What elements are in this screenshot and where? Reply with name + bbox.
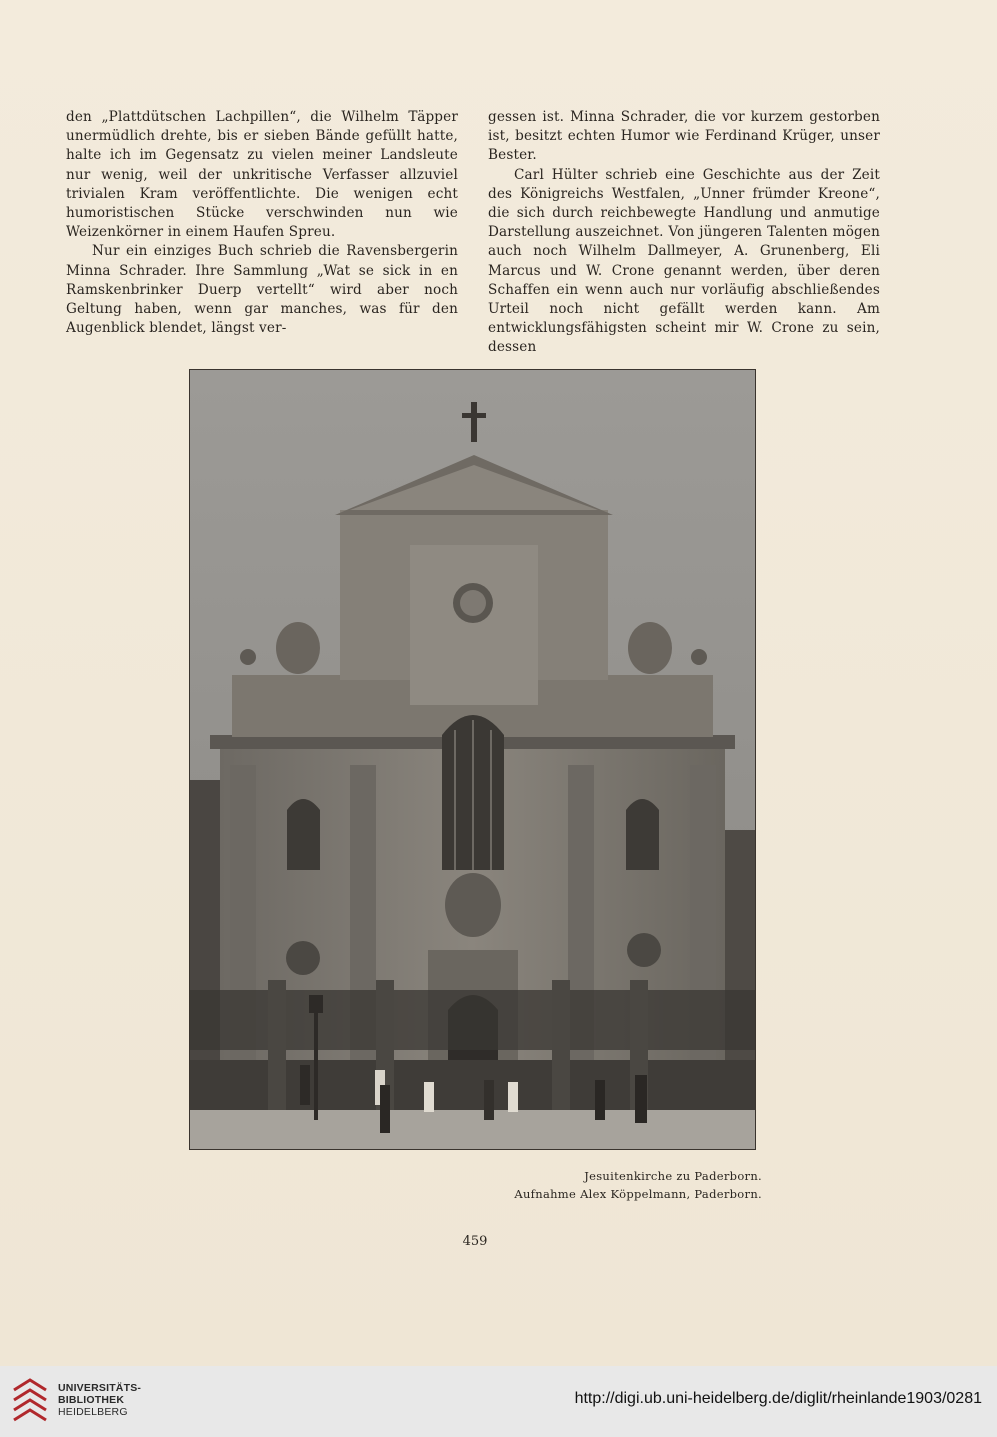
library-name — [58, 1382, 141, 1418]
church-facade-illustration — [190, 370, 755, 1149]
library-name-line: BIBLIOTHEK — [58, 1394, 125, 1406]
text-column-left — [66, 108, 458, 338]
library-name-line: UNIVERSITÄTS- — [58, 1382, 142, 1394]
paragraph: den „Plattdütschen Lachpillen“, die Wilhelm Täpper unermüdlich drehte, bis er sieben Bände gefüllt hatte, halte ich im Gegensatz zu vielen meiner Landsleute nur wenig, weil der unkritische Verfasser allzuviel trivialen Kram veröffentlichte. Die wenigen echt humoristischen Stücke verschwinden nun wie Weizenkörner in einem Haufen Spreu. — [66, 109, 458, 241]
university-library-logo-icon — [10, 1376, 50, 1426]
viewer-footer — [0, 1366, 997, 1437]
figure-caption-title: Jesuitenkirche zu Paderborn. — [584, 1169, 762, 1183]
paragraph: Nur ein einziges Buch schrieb die Ravensbergerin Minna Schrader. Ihre Sammlung „Wat se sick in en Ramskenbrinker Duerp vertellt“ wird aber noch Geltung haben, wenn gar manches, was für den Augenblick blendet, längst ver- — [66, 243, 458, 337]
library-name-line: HEIDELBERG — [58, 1406, 128, 1418]
text-column-right — [488, 108, 880, 358]
church-photograph — [189, 369, 756, 1150]
paragraph: gessen ist. Minna Schrader, die vor kurzem gestorben ist, besitzt echten Humor wie Ferdinand Krüger, unser Bester. — [488, 109, 880, 164]
paragraph: Carl Hülter schrieb eine Geschichte aus der Zeit des Königreichs Westfalen, „Unner frümder Kreone“, die sich durch reichbewegte Handlung und anmutige Darstellung auszeichnet. Von jüngeren Talenten mögen auch noch Wilhelm Dallmeyer, A. Grunenberg, Eli Marcus und W. Crone genannt werden, über deren Schaffen ein wenn auch nur vorläufig abschließendes Urteil noch nicht gefällt werden kann. Am entwicklungsfähigsten scheint mir W. Crone zu sein, dessen — [488, 166, 880, 356]
page-number: 459 — [462, 1234, 488, 1249]
figure-caption-credit: Aufnahme Alex Köppelmann, Paderborn. — [514, 1187, 762, 1201]
permalink-url[interactable]: http://digi.ub.uni-heidelberg.de/diglit/rheinlande1903/0281 — [574, 1390, 982, 1407]
